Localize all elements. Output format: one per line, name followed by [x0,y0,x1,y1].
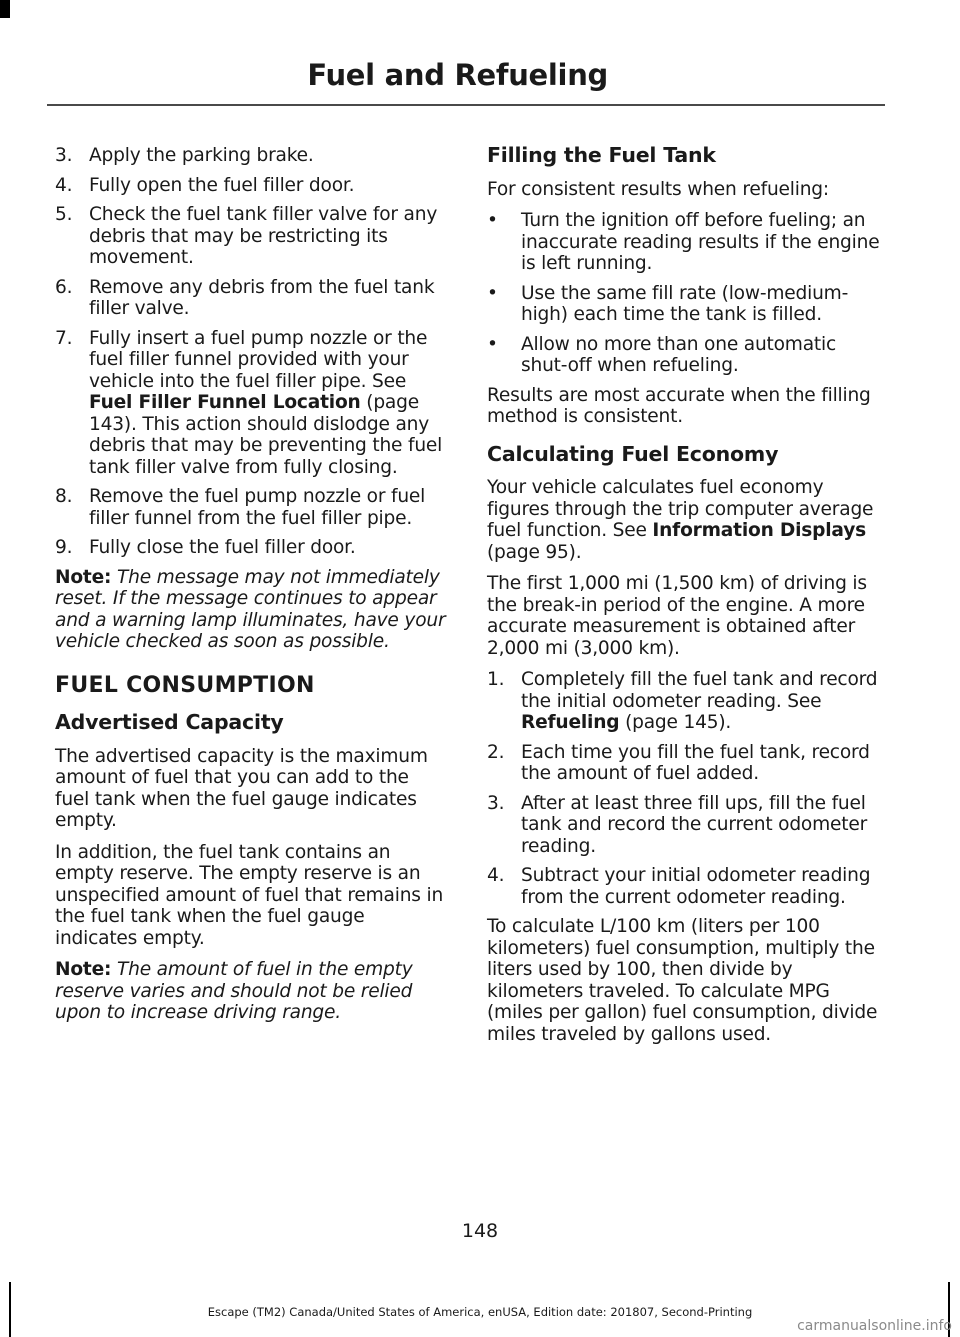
watermark: carmanualsonline.info [797,1318,952,1334]
paragraph-pre: Your vehicle calculates fuel economy figures through the trip computer average fuel function. See [487,477,874,541]
list-text: Each time you fill the fuel tank, record the amount of fuel added. [521,741,870,784]
list-text: Remove any debris from the fuel tank filler valve. [89,276,435,319]
list-item [487,742,883,785]
note-label: Note: [55,959,112,980]
note-paragraph [55,959,447,1024]
list-item [55,277,447,320]
list-text: Fully open the fuel filler door. [89,174,355,196]
list-number: 3. [55,145,73,166]
note-text: The message may not immediately reset. If the message continues to appear and a warning lamp illuminates, have your vehicle checked as soon as possible. [55,566,446,652]
page-number: 148 [461,1220,499,1242]
list-text-post: (page 143). This action should dislodge any debris that may be preventing the fuel tank filler valve from fully closing. [89,392,443,478]
list-text [89,328,447,479]
subsection-heading: Advertised Capacity [55,710,284,734]
body-paragraph: To calculate L/100 km (liters per 100 kilometers) fuel consumption, multiply the liters used by 100, then divide by kilometers traveled. To calculate MPG (miles per gallon) fuel consumption, divide miles traveled by gallons used. [487,916,878,1045]
economy-steps-list [487,669,883,908]
bullet-text: Turn the ignition off before fueling; an inaccurate reading results if the engine is left running. [521,210,880,274]
cross-reference-link[interactable]: Refueling [521,712,620,733]
bullet-item [487,210,883,275]
list-number: 3. [487,792,505,814]
list-number: 2. [487,741,505,763]
list-text: Fully close the fuel filler door. [89,537,356,558]
body-paragraph [487,477,883,563]
cross-reference-link[interactable]: Information Displays [652,520,866,541]
note-label: Note: [55,566,112,588]
bullet-text: Allow no more than one automatic shut-off when refueling. [521,333,836,376]
cross-reference-link[interactable]: Fuel Filler Funnel Location [89,392,361,413]
body-paragraph: In addition, the fuel tank contains an empty reserve. The empty reserve is an unspecified amount of fuel that remains in the fuel tank when the fuel gauge indicates empty. [55,841,444,949]
header-rule [47,104,885,106]
bullet-item [487,283,883,326]
list-item [55,537,447,559]
body-paragraph: For consistent results when refueling: [487,178,829,200]
list-text: Check the fuel tank filler valve for any debris that may be restricting its movement. [89,204,438,268]
list-text-pre: Fully insert a fuel pump nozzle or the fuel filler funnel provided with your vehicle into the fuel filler pipe. See [89,327,428,392]
bullet-list [487,210,883,377]
note-text: The amount of fuel in the empty reserve varies and should not be relied upon to increase driving range. [55,959,413,1023]
list-text [521,669,883,734]
list-item [487,669,883,734]
subsection-heading: Calculating Fuel Economy [487,441,779,466]
list-item [55,145,447,167]
list-item [487,865,883,908]
list-number: 9. [55,537,73,558]
list-number: 4. [55,174,73,196]
section-heading: FUEL CONSUMPTION [55,672,315,698]
list-text-post: (page 145). [619,712,732,733]
list-text: Subtract your initial odometer reading from the current odometer reading. [521,865,871,908]
body-paragraph: Results are most accurate when the filling method is consistent. [487,384,871,427]
list-number: 4. [487,865,505,886]
subsection-heading: Filling the Fuel Tank [487,143,716,167]
paragraph-post: (page 95). [487,541,582,563]
list-item [55,486,447,529]
note-paragraph [55,567,447,653]
crop-mark-top-left [0,0,10,18]
bullet-text: Use the same fill rate (low-medium-high) each time the tank is filled. [521,282,849,325]
bullet-item [487,334,883,377]
right-column [487,145,883,1055]
list-item [55,204,447,269]
body-paragraph: The first 1,000 mi (1,500 km) of driving is the break-in period of the engine. A more accurate measurement is obtained after 2,000 mi (3,000 km). [487,573,867,659]
bullet-symbol: • [487,333,498,355]
refuel-steps-list [55,145,447,559]
list-text: After at least three fill ups, fill the fuel tank and record the current odometer reading. [521,792,868,857]
body-paragraph: The advertised capacity is the maximum amount of fuel that you can add to the fuel tank when the fuel gauge indicates empty. [55,745,428,831]
list-number: 8. [55,486,73,507]
list-text-pre: Completely fill the fuel tank and record the initial odometer reading. See [521,669,878,712]
page-header-title: Fuel and Refueling [307,58,608,92]
bullet-symbol: • [487,282,498,304]
bullet-symbol: • [487,210,498,231]
list-number: 5. [55,204,73,225]
list-text: Remove the fuel pump nozzle or fuel filler funnel from the fuel filler pipe. [89,486,426,529]
list-number: 6. [55,276,73,298]
list-item [55,328,447,479]
footer-edition-text: Escape (TM2) Canada/United States of America, enUSA, Edition date: 201807, Second-Printing [207,1305,753,1319]
list-text: Apply the parking brake. [89,145,314,166]
left-column [55,145,447,1034]
list-item [487,793,883,858]
list-item [55,175,447,197]
list-number: 7. [55,327,73,349]
list-number: 1. [487,669,505,690]
